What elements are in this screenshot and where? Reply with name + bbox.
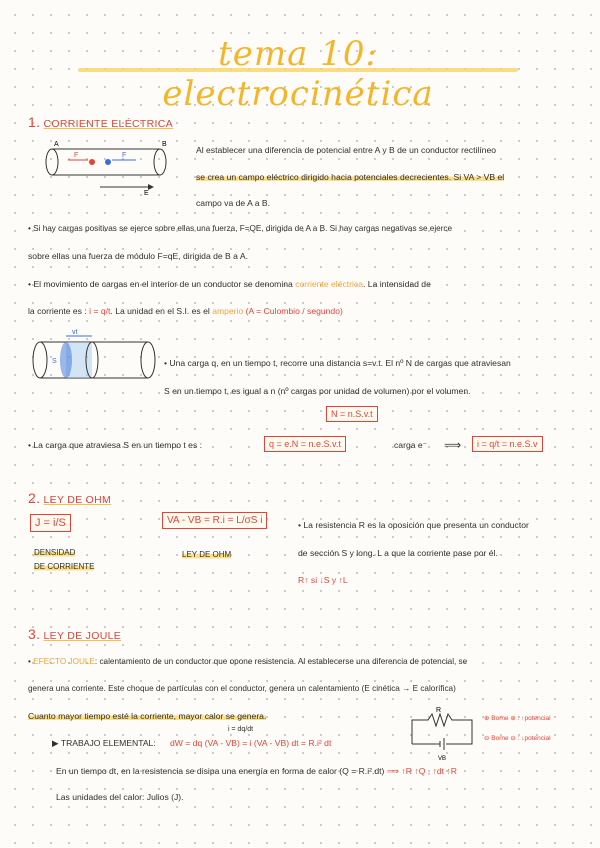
p2-line2: sobre ellas una fuerza de módulo F=qE, dirigida de B a A.	[28, 251, 248, 261]
label-densidad: DENSIDAD	[34, 548, 76, 557]
section-3-heading	[28, 626, 121, 642]
p4-line2: S en un tiempo t, es igual a n (nº cargas por unidad de volumen) por el volumen.	[164, 386, 471, 396]
ohm-line1: • La resistencia R es la oposición que presenta un conductor	[298, 520, 529, 530]
joule-l4-conclusion: ⟹ ↑R ↑Q , ↑dt ↑R	[386, 766, 457, 776]
cylinder-diagram	[30, 330, 160, 390]
ohm-line3: R↑ si ↓S y ↑L	[298, 575, 348, 585]
label-b: B	[162, 141, 167, 148]
p3-l2-text-b: . La unidad en el S.I. es el	[110, 306, 213, 316]
term-efecto-joule: EFECTO JOULE	[33, 657, 95, 666]
label-force-2: F	[122, 152, 127, 159]
trabajo-top: i = dq/dt	[228, 726, 254, 733]
label-de-corriente: DE CORRIENTE	[34, 562, 95, 571]
bullet: •	[28, 657, 34, 666]
formula-box-i: i = q/t = n.e.S.v	[472, 436, 543, 452]
p3-l2-text: la corriente es :	[28, 306, 87, 316]
circuit-label-r: R	[436, 707, 442, 714]
p1-line1: Al establecer una diferencia de potencial entre A y B de un conductor rectilíneo	[196, 145, 497, 155]
joule-line1	[28, 657, 467, 666]
implies-arrow: ⟹	[444, 438, 462, 452]
joule-line3: Cuanto mayor tiempo esté la corriente, mayor calor se genera.	[28, 711, 267, 721]
term-amperio: amperio	[212, 306, 244, 316]
p2-line1: • Si hay cargas positivas se ejerce sobre ellas una fuerza, F=QE, dirigida de A a B. Si hay cargas negativas se ejerce	[28, 224, 453, 233]
label-force-1: F	[74, 152, 79, 159]
section-title: CORRIENTE ELÉCTRICA	[43, 118, 173, 130]
label-vt: vt	[72, 329, 78, 336]
circuit-diagram	[408, 707, 480, 762]
circuit-label-vb: VB	[438, 756, 447, 762]
joule-l4-text: En un tiempo dt, en la resistencia se disipa una energía en forma de calor (Q = R.i².dt)	[56, 766, 385, 776]
term-corriente-electrica: corriente eléctrica	[295, 279, 364, 289]
formula-box-j: J = i/S	[30, 514, 71, 532]
section-number: 1.	[28, 114, 41, 130]
p4-line1: • Una carga q, en un tiempo t, recorre una distancia s=v.t. El nº N de cargas que atraviesan	[164, 358, 511, 368]
section-number: 3.	[28, 626, 41, 642]
label-s: S	[52, 358, 57, 365]
p5-line1: • La carga que atraviesa S en un tiempo t es :	[28, 440, 203, 450]
formula-box-n: N = n.S.v.t	[326, 406, 378, 422]
page-title: tema 10: electrocinética	[162, 34, 434, 114]
conductor-diagram	[40, 140, 180, 195]
formula-box-ohm: VA - VB = R.i = L/σS i	[162, 512, 267, 529]
note-borne-neg: ⊖ Borne ⊖ : ↓potencial	[484, 735, 551, 742]
note-carga: carga e⁻	[394, 440, 428, 450]
p3-text: • El movimiento de cargas en el interior de un conductor se denomina	[28, 279, 296, 289]
section-title: LEY DE OHM	[43, 494, 112, 506]
formula-intensity: i = q/t	[89, 306, 111, 316]
section-number: 2.	[28, 490, 41, 506]
label-a: A	[54, 141, 59, 148]
p1-line2: se crea un campo eléctrico dirigido hacia potenciales decrecientes. Si VA > VB el	[196, 172, 505, 182]
section-2-heading	[28, 490, 111, 506]
unit-amperio: (A = Culombio / segundo)	[245, 306, 343, 316]
label-ley-de-ohm: LEY DE OHM	[182, 550, 232, 559]
p1-line3: campo va de A a B.	[196, 198, 271, 208]
label-e: E	[144, 190, 149, 197]
p3-text-end: . La intensidad de	[363, 279, 431, 289]
trabajo-eq: dW = dq (VA - VB) = i (VA - VB) dt = R.i² dt	[170, 738, 332, 748]
joule-line4	[56, 766, 457, 777]
section-1-heading	[28, 114, 173, 130]
p3-line2	[28, 306, 343, 316]
ohm-line2: de sección S y long. L a que la corriente pase por él.	[298, 548, 498, 558]
joule-text: : calentamiento de un conductor que opone resistencia. Al establecerse una diferencia de potencial, se	[94, 657, 468, 666]
formula-box-q: q = e.N = n.e.S.v.t	[264, 436, 346, 452]
p3-line1	[28, 279, 431, 289]
trabajo-label: ▶ TRABAJO ELEMENTAL:	[52, 738, 156, 748]
joule-line2: genera una corriente. Este choque de partículas con el conductor, genera un calentamiento (E cinética → E calorífica)	[28, 684, 456, 693]
section-title: LEY DE JOULE	[43, 630, 122, 642]
joule-line5: Las unidades del calor: Julios (J).	[56, 792, 184, 802]
note-borne-pos: ⊕ Borne ⊕ : ↑potencial	[484, 715, 551, 722]
